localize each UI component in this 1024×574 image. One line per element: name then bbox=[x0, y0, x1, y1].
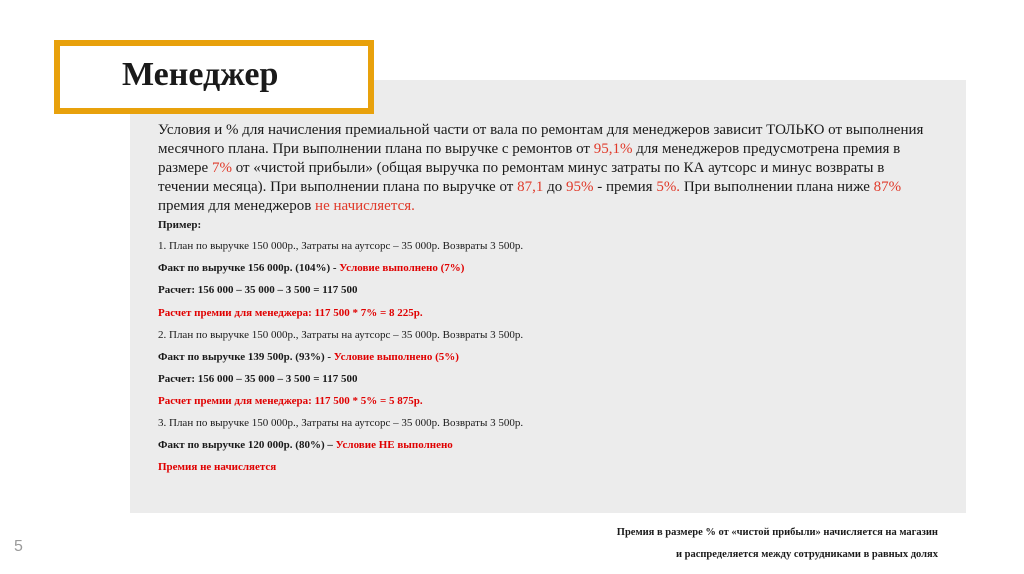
status-text: Условие выполнено (5%) bbox=[333, 351, 459, 363]
intro-paragraph bbox=[158, 121, 928, 216]
intro-text: При выполнении плана ниже bbox=[680, 179, 874, 195]
intro-text: премия для менеджеров bbox=[158, 198, 316, 214]
intro-text: Условия и % для начисления премиальной части от вала по ремонтам для менеджеров зависит ТОЛЬКО от выполнения месячного плана. При выполнении плана по выручке с ремонтов от bbox=[158, 122, 924, 157]
fact-text: Факт по выручке 139 500р. (93%) - bbox=[158, 351, 334, 363]
intro-text: для менеджеров предусмотрена премия в размере bbox=[158, 141, 901, 176]
example-label: Пример: bbox=[158, 219, 202, 231]
page-number: 5 bbox=[14, 538, 23, 555]
slide-title: Менеджер bbox=[122, 56, 279, 93]
example-1-fact bbox=[158, 261, 464, 275]
example-2-bonus: Расчет премии для менеджера: 117 500 * 5% = 5 875р. bbox=[158, 395, 423, 407]
fact-text: Факт по выручке 156 000р. (104%) - bbox=[158, 262, 340, 274]
highlight-value: 87,1 bbox=[517, 179, 544, 195]
example-3-plan: 3. План по выручке 150 000р., Затраты на аутсорс – 35 000р. Возвраты 3 500р. bbox=[158, 417, 524, 429]
footer-line-1: Премия в размере % от «чистой прибыли» начисляется на магазин bbox=[616, 527, 938, 538]
example-2-plan: 2. План по выручке 150 000р., Затраты на аутсорс – 35 000р. Возвраты 3 500р. bbox=[158, 329, 524, 341]
content bbox=[158, 121, 928, 473]
example-1-bonus: Расчет премии для менеджера: 117 500 * 7% = 8 225р. bbox=[158, 307, 423, 319]
highlight-value: не начисляется. bbox=[315, 198, 415, 214]
highlight-value: 87% bbox=[873, 179, 902, 195]
status-text: Условие НЕ выполнено bbox=[335, 439, 453, 451]
intro-text: до bbox=[543, 179, 566, 195]
highlight-value: 95% bbox=[565, 179, 594, 195]
example-2-calc: Расчет: 156 000 – 35 000 – 3 500 = 117 500 bbox=[158, 373, 358, 385]
example-2-fact bbox=[158, 350, 459, 364]
footer-line-2: и распределяется между сотрудниками в равных долях bbox=[675, 549, 938, 560]
highlight-value: 7% bbox=[211, 160, 232, 176]
highlight-value: 5%. bbox=[656, 179, 681, 195]
title-box bbox=[54, 40, 374, 114]
fact-text: Факт по выручке 120 000р. (80%) – bbox=[158, 439, 336, 451]
example-1-calc: Расчет: 156 000 – 35 000 – 3 500 = 117 500 bbox=[158, 284, 358, 296]
intro-text: - премия bbox=[593, 179, 657, 195]
example-3-fact bbox=[158, 438, 453, 452]
example-1-plan: 1. План по выручке 150 000р., Затраты на аутсорс – 35 000р. Возвраты 3 500р. bbox=[158, 240, 524, 252]
example-3-bonus: Премия не начисляется bbox=[158, 461, 277, 473]
status-text: Условие выполнено (7%) bbox=[339, 262, 465, 274]
highlight-value: 95,1% bbox=[593, 141, 633, 157]
intro-text: от «чистой прибыли» (общая выручка по ремонтам минус затраты по КА аутсорс и минус возвраты в течении месяца). При выполнении плана по выручке от bbox=[158, 160, 885, 195]
